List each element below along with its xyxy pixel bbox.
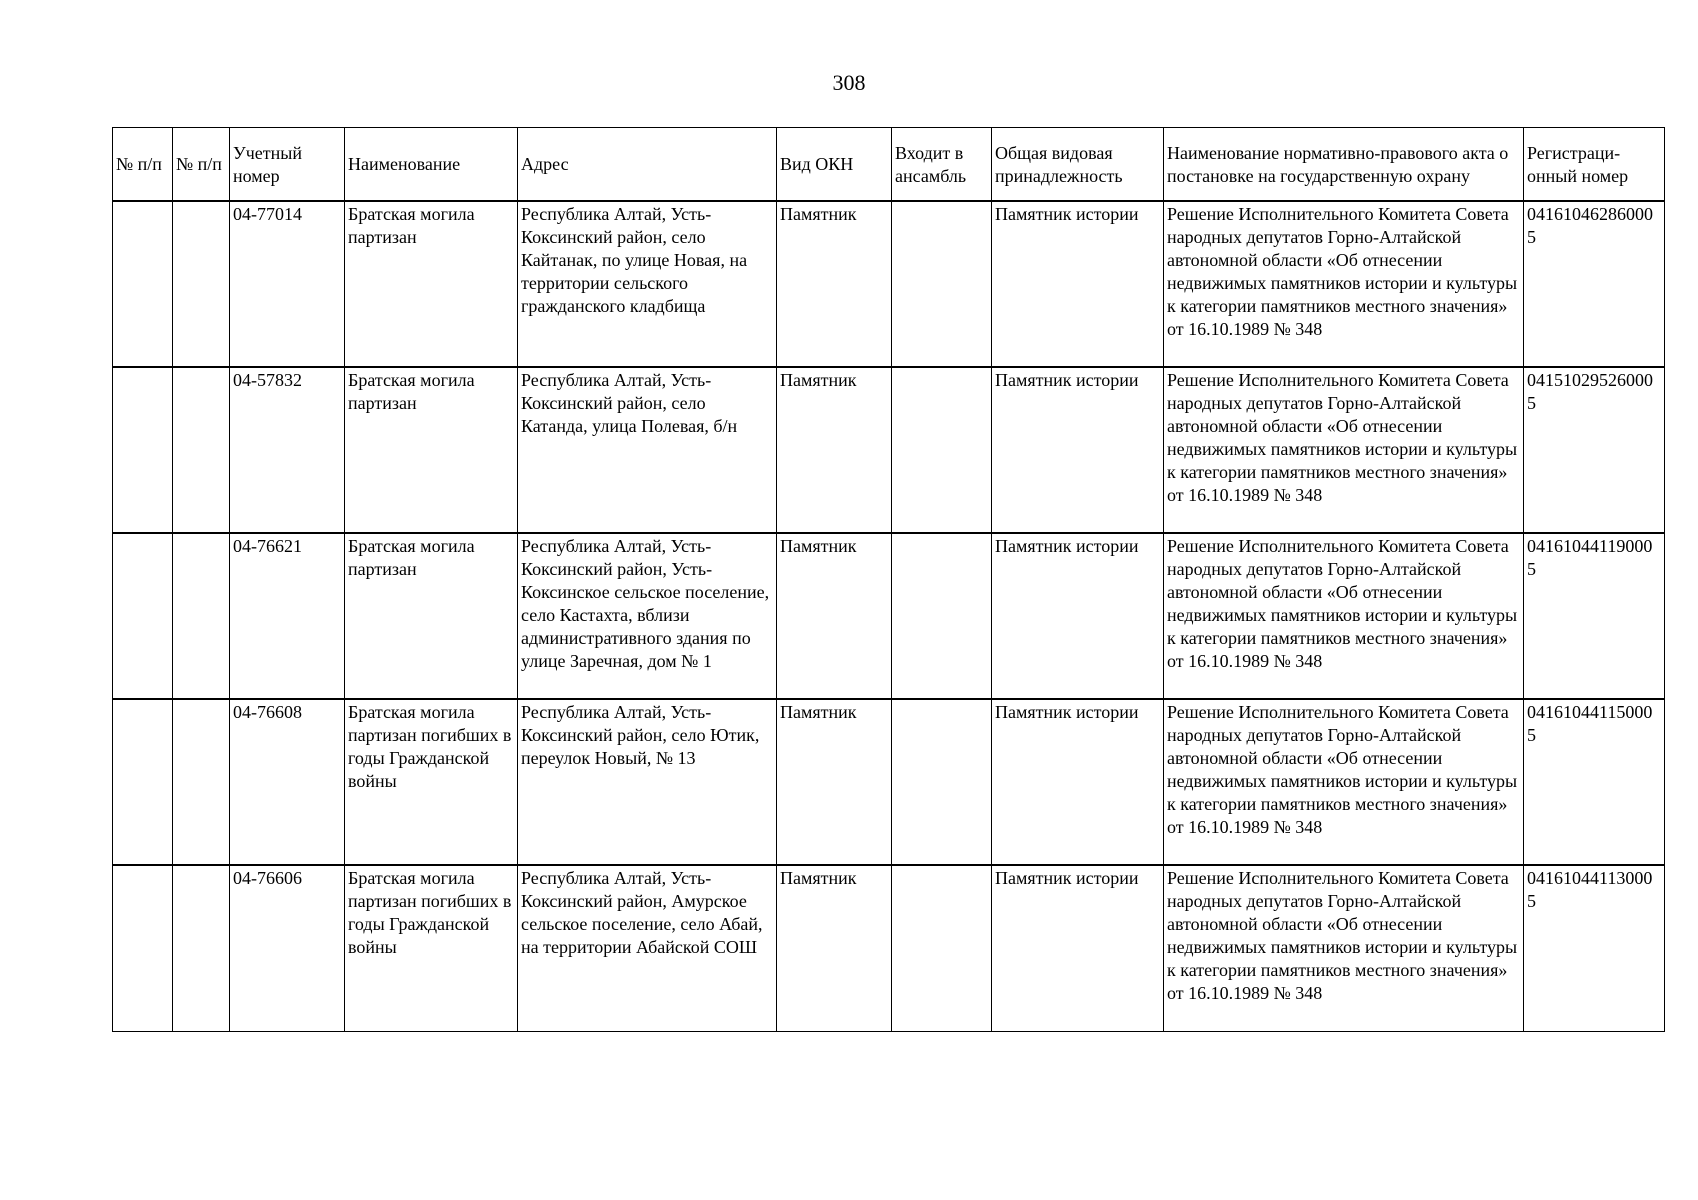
cell-num-2 [173,699,230,865]
header-okn-type: Вид ОКН [777,128,892,202]
cell-num-2 [173,367,230,533]
table-row [113,201,1665,367]
cell-act: Решение Исполнительного Комитета Совета народных депутатов Горно-Алтайской автономной области «Об отнесении недвижимых памятников истории и культуры к категории памятников местного значения» от 16.10.1989 № 348 [1164,699,1524,865]
cell-category: Памятник истории [992,201,1164,367]
cell-address: Республика Алтай, Усть-Коксинский район, село Ютик, переулок Новый, № 13 [518,699,777,865]
cell-okn-type: Памятник [777,533,892,699]
cell-ensemble [892,533,992,699]
cell-act: Решение Исполнительного Комитета Совета народных депутатов Горно-Алтайской автономной области «Об отнесении недвижимых памятников истории и культуры к категории памятников местного значения» от 16.10.1989 № 348 [1164,367,1524,533]
table-header [113,128,1665,202]
cell-num-1 [113,533,173,699]
cell-num-1 [113,367,173,533]
cell-account-number: 04-57832 [230,367,345,533]
cell-address: Республика Алтай, Усть-Коксинский район, Амурское сельское поселение, село Абай, на территории Абайской СОШ [518,865,777,1031]
cell-reg-number: 041610441150005 [1524,699,1665,865]
cell-reg-number: 041610462860005 [1524,201,1665,367]
cell-okn-type: Памятник [777,865,892,1031]
cell-address: Республика Алтай, Усть-Коксинский район, Усть-Коксинское сельское поселение, село Кастахта, вблизи административного здания по улице Заречная, дом № 1 [518,533,777,699]
table-row [113,865,1665,1031]
cell-num-2 [173,533,230,699]
cell-name: Братская могила партизан [345,533,518,699]
header-num-2: № п/п [173,128,230,202]
cell-reg-number: 041610441190005 [1524,533,1665,699]
header-address: Адрес [518,128,777,202]
cell-account-number: 04-77014 [230,201,345,367]
header-act: Наименование нормативно-правового акта о постановке на государственную охрану [1164,128,1524,202]
cell-ensemble [892,699,992,865]
cell-name: Братская могила партизан погибших в годы Гражданской войны [345,699,518,865]
cell-act: Решение Исполнительного Комитета Совета народных депутатов Горно-Алтайской автономной области «Об отнесении недвижимых памятников истории и культуры к категории памятников местного значения» от 16.10.1989 № 348 [1164,865,1524,1031]
cell-okn-type: Памятник [777,201,892,367]
header-name: Наименование [345,128,518,202]
cell-category: Памятник истории [992,367,1164,533]
cell-category: Памятник истории [992,699,1164,865]
cell-name: Братская могила партизан погибших в годы Гражданской войны [345,865,518,1031]
header-row [113,128,1665,202]
header-ensemble: Входит в ансамбль [892,128,992,202]
cell-num-2 [173,865,230,1031]
header-num-1: № п/п [113,128,173,202]
table-body [113,201,1665,1031]
cell-ensemble [892,367,992,533]
header-category: Общая видовая принадлежность [992,128,1164,202]
cell-okn-type: Памятник [777,367,892,533]
cell-reg-number: 041510295260005 [1524,367,1665,533]
cell-ensemble [892,865,992,1031]
page-number: 308 [832,70,866,95]
cell-num-1 [113,865,173,1031]
cell-num-2 [173,201,230,367]
cell-name: Братская могила партизан [345,201,518,367]
cell-okn-type: Памятник [777,699,892,865]
header-account-number: Учетный номер [230,128,345,202]
cell-address: Республика Алтай, Усть-Коксинский район, село Кайтанак, по улице Новая, на территории сельского гражданского кладбища [518,201,777,367]
cell-address: Республика Алтай, Усть-Коксинский район, село Катанда, улица Полевая, б/н [518,367,777,533]
cell-num-1 [113,699,173,865]
cell-ensemble [892,201,992,367]
cell-account-number: 04-76621 [230,533,345,699]
cell-act: Решение Исполнительного Комитета Совета народных депутатов Горно-Алтайской автономной области «Об отнесении недвижимых памятников истории и культуры к категории памятников местного значения» от 16.10.1989 № 348 [1164,533,1524,699]
cell-account-number: 04-76608 [230,699,345,865]
cell-category: Памятник истории [992,533,1164,699]
cell-category: Памятник истории [992,865,1164,1031]
cell-reg-number: 041610441130005 [1524,865,1665,1031]
header-reg-number: Регистраци-онный номер [1524,128,1665,202]
table-row [113,533,1665,699]
monuments-table [112,127,1665,1032]
table-row [113,367,1665,533]
cell-num-1 [113,201,173,367]
table-row [113,699,1665,865]
cell-act: Решение Исполнительного Комитета Совета народных депутатов Горно-Алтайской автономной области «Об отнесении недвижимых памятников истории и культуры к категории памятников местного значения» от 16.10.1989 № 348 [1164,201,1524,367]
cell-name: Братская могила партизан [345,367,518,533]
cell-account-number: 04-76606 [230,865,345,1031]
